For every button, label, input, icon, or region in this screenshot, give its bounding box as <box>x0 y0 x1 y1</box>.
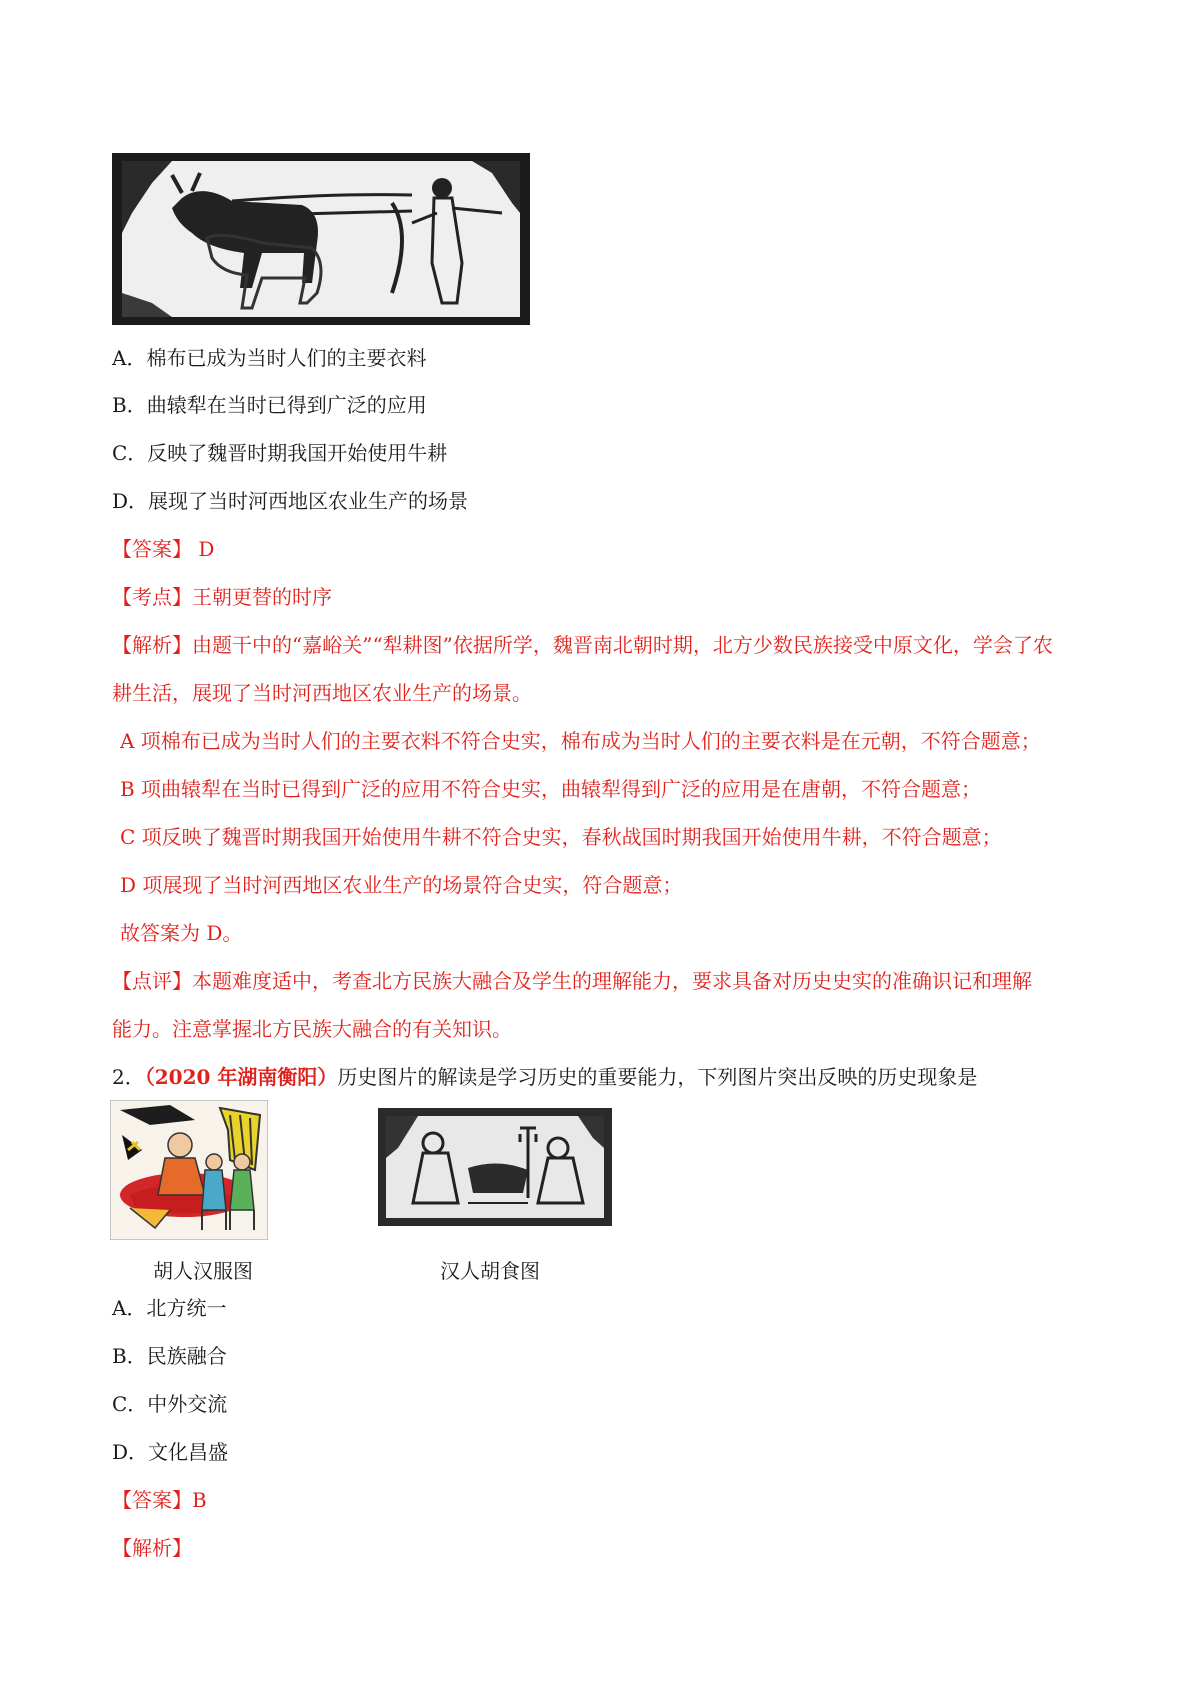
q1-point <box>112 584 332 610</box>
q1-item-a: A 项棉布已成为当时人们的主要衣料不符合史实，棉布成为当时人们的主要衣料是在元朝，不符合题意； <box>120 729 1041 753</box>
q1-option-a: A．棉布已成为当时人们的主要衣料 <box>112 346 427 370</box>
q2-stem-text: 历史图片的解读是学习历史的重要能力，下列图片突出反映的历史现象是 <box>337 1065 978 1089</box>
point-tag: 【考点】 <box>112 585 192 609</box>
q2-option-a: A．北方统一 <box>112 1296 227 1320</box>
q1-analysis-line-1 <box>112 632 1053 658</box>
hu-people-han-clothing-image <box>110 1100 268 1240</box>
q2-option-d: D．文化昌盛 <box>112 1440 229 1464</box>
q1-item-b: B 项曲辕犁在当时已得到广泛的应用不符合史实，曲辕犁得到广泛的应用是在唐朝，不符合题意； <box>120 777 982 801</box>
q1-conclusion: 故答案为 D。 <box>120 921 243 945</box>
comment-tag: 【点评】 <box>112 969 192 993</box>
han-people-hu-food-image <box>378 1108 612 1226</box>
plowing-mural-image <box>112 153 530 325</box>
q2-analysis-tag: 【解析】 <box>112 1536 192 1560</box>
q2-answer: 【答案】B <box>112 1488 207 1512</box>
point-value: 王朝更替的时序 <box>192 585 332 609</box>
q2-option-b: B．民族融合 <box>112 1344 227 1368</box>
q2-stem <box>112 1064 977 1090</box>
q2-option-c: C．中外交流 <box>112 1392 228 1416</box>
q1-comment-line-1 <box>112 968 1032 994</box>
analysis-text-1: 由题干中的“嘉峪关”“犁耕图”依据所学，魏晋南北朝时期，北方少数民族接受中原文化，学会了农 <box>192 633 1053 657</box>
q1-comment-line-2: 能力。注意掌握北方民族大融合的有关知识。 <box>112 1017 512 1041</box>
analysis-tag: 【解析】 <box>112 633 192 657</box>
answer-tag: 【答案】 <box>112 537 192 561</box>
q1-item-c: C 项反映了魏晋时期我国开始使用牛耕不符合史实，春秋战国时期我国开始使用牛耕，不符合题意； <box>120 825 1002 849</box>
caption-right: 汉人胡食图 <box>440 1259 540 1283</box>
q2-number: 2． <box>112 1065 145 1089</box>
q1-option-c: C．反映了魏晋时期我国开始使用牛耕 <box>112 441 448 465</box>
comment-text-1: 本题难度适中，考查北方民族大融合及学生的理解能力，要求具备对历史史实的准确识记和理解 <box>192 969 1032 993</box>
q1-analysis-line-2: 耕生活，展现了当时河西地区农业生产的场景。 <box>112 681 532 705</box>
q1-option-b: B．曲辕犁在当时已得到广泛的应用 <box>112 393 427 417</box>
q1-answer <box>112 536 214 562</box>
answer-value: D <box>192 537 215 561</box>
q1-item-d: D 项展现了当时河西地区农业生产的场景符合史实，符合题意； <box>120 873 683 897</box>
q2-source: （2020 年湖南衡阳） <box>144 1065 338 1089</box>
caption-left: 胡人汉服图 <box>153 1259 253 1283</box>
q1-option-d: D．展现了当时河西地区农业生产的场景 <box>112 489 469 513</box>
